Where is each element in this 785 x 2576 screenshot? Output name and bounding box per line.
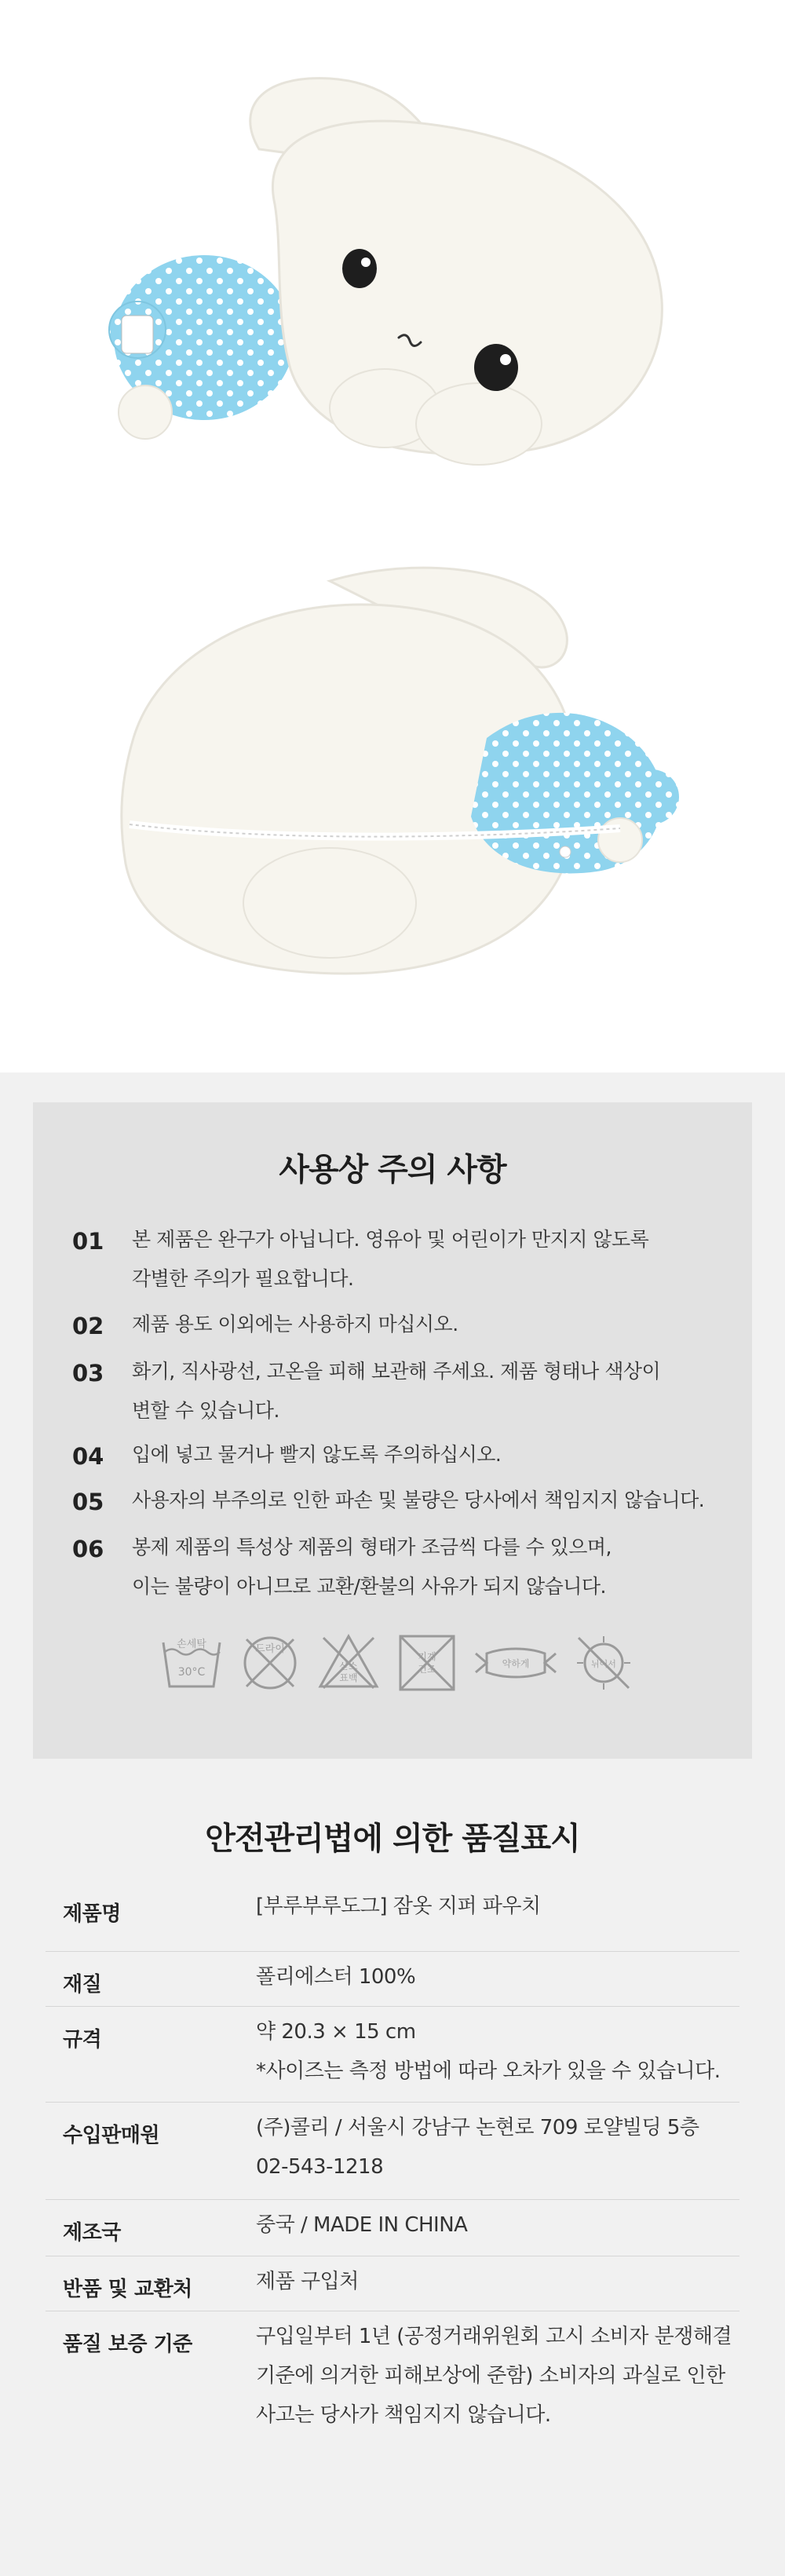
care-icon-label: 약하게 bbox=[502, 1658, 530, 1669]
product-photo-back bbox=[0, 534, 785, 1052]
row-label: 재질 bbox=[63, 1973, 102, 1997]
caution-text: 입에 넣고 물거나 빨지 않도록 주의하십시오. bbox=[132, 1443, 502, 1466]
row-label: 반품 및 교환처 bbox=[63, 2278, 192, 2301]
care-icon-label: 표백 bbox=[339, 1672, 358, 1683]
caution-text: 봉제 제품의 특성상 제품의 형태가 조금씩 다를 수 있으며, 이는 불량이 아니므로 교환/환불의 사유가 되지 않습니다. bbox=[132, 1536, 612, 1598]
row-value: (주)콜리 / 서울시 강남구 논현로 709 로얄빌딩 5층 02-543-1218 bbox=[256, 2116, 699, 2179]
care-icon-label: 드라이 bbox=[255, 1643, 285, 1655]
row-value: 구입일부터 1년 (공정거래위원회 고시 소비자 분쟁해결 기준에 의거한 피해보상에 준함) 소비자의 과실로 인한 사고는 당사가 책임지지 않습니다. bbox=[256, 2325, 732, 2427]
row-value: [부루부루도그] 잠옷 지퍼 파우치 bbox=[256, 1895, 541, 1918]
no-wring-icon bbox=[473, 1630, 559, 1696]
row-value: 제품 구입처 bbox=[256, 2270, 359, 2293]
caution-text: 화기, 직사광선, 고온을 피해 보관해 주세요. 제품 형태나 색상이 변할 수 있습니다. bbox=[132, 1360, 661, 1422]
no-iron-icon bbox=[571, 1630, 637, 1696]
table-row bbox=[46, 1880, 739, 1952]
product-photo-front bbox=[0, 0, 785, 518]
row-value: 중국 / MADE IN CHINA bbox=[256, 2213, 468, 2237]
caution-number: 01 bbox=[72, 1228, 104, 1255]
quality-title: 안전관리법에 의한 품질표시 bbox=[205, 1821, 580, 1857]
product-photo-section bbox=[0, 0, 785, 1072]
row-label: 제품명 bbox=[63, 1902, 121, 1926]
caution-number: 04 bbox=[72, 1443, 104, 1470]
row-label: 규격 bbox=[63, 2028, 102, 2052]
caution-text: 사용자의 부주의로 인한 파손 및 불량은 당사에서 책임지지 않습니다. bbox=[132, 1489, 705, 1511]
row-label: 수입판매원 bbox=[63, 2124, 160, 2147]
caution-text: 제품 용도 이외에는 사용하지 마십시오. bbox=[132, 1313, 458, 1336]
row-value: 약 20.3 × 15 cm *사이즈는 측정 방법에 따라 오차가 있을 수 있습니다. bbox=[256, 2020, 721, 2083]
care-icon-label: 산소 bbox=[339, 1661, 358, 1672]
no-tumble-dry-icon bbox=[394, 1630, 460, 1696]
table-row bbox=[46, 2199, 739, 2256]
table-row bbox=[46, 2006, 739, 2103]
caution-text: 본 제품은 완구가 아닙니다. 영유아 및 어린이가 만지지 않도록 각별한 주의가 필요합니다. bbox=[132, 1228, 649, 1290]
caution-number: 02 bbox=[72, 1313, 104, 1339]
table-row bbox=[46, 2102, 739, 2200]
row-label: 품질 보증 기준 bbox=[63, 2333, 192, 2356]
table-row bbox=[46, 1951, 739, 2007]
table-row bbox=[46, 2256, 739, 2311]
caution-number: 06 bbox=[72, 1536, 104, 1562]
care-icon-label: 30°C bbox=[177, 1666, 206, 1679]
care-icon-label: 손세탁 bbox=[177, 1639, 206, 1650]
caution-title: 사용상 주의 사항 bbox=[279, 1152, 506, 1188]
table-row bbox=[46, 2311, 739, 2444]
caution-number: 03 bbox=[72, 1360, 104, 1387]
no-dry-clean-icon bbox=[237, 1630, 303, 1696]
care-icon-label: 건조 bbox=[418, 1664, 436, 1675]
care-icon-label: 뉘어서 bbox=[591, 1659, 616, 1669]
care-icon-label: 기계 bbox=[418, 1651, 436, 1662]
care-icons-row bbox=[159, 1630, 630, 1701]
caution-number: 05 bbox=[72, 1489, 104, 1515]
caution-section bbox=[33, 1102, 752, 1759]
row-value: 폴리에스터 100% bbox=[256, 1965, 416, 1989]
row-label: 제조국 bbox=[63, 2221, 121, 2245]
no-bleach-icon bbox=[316, 1630, 382, 1696]
hand-wash-icon bbox=[159, 1630, 225, 1696]
